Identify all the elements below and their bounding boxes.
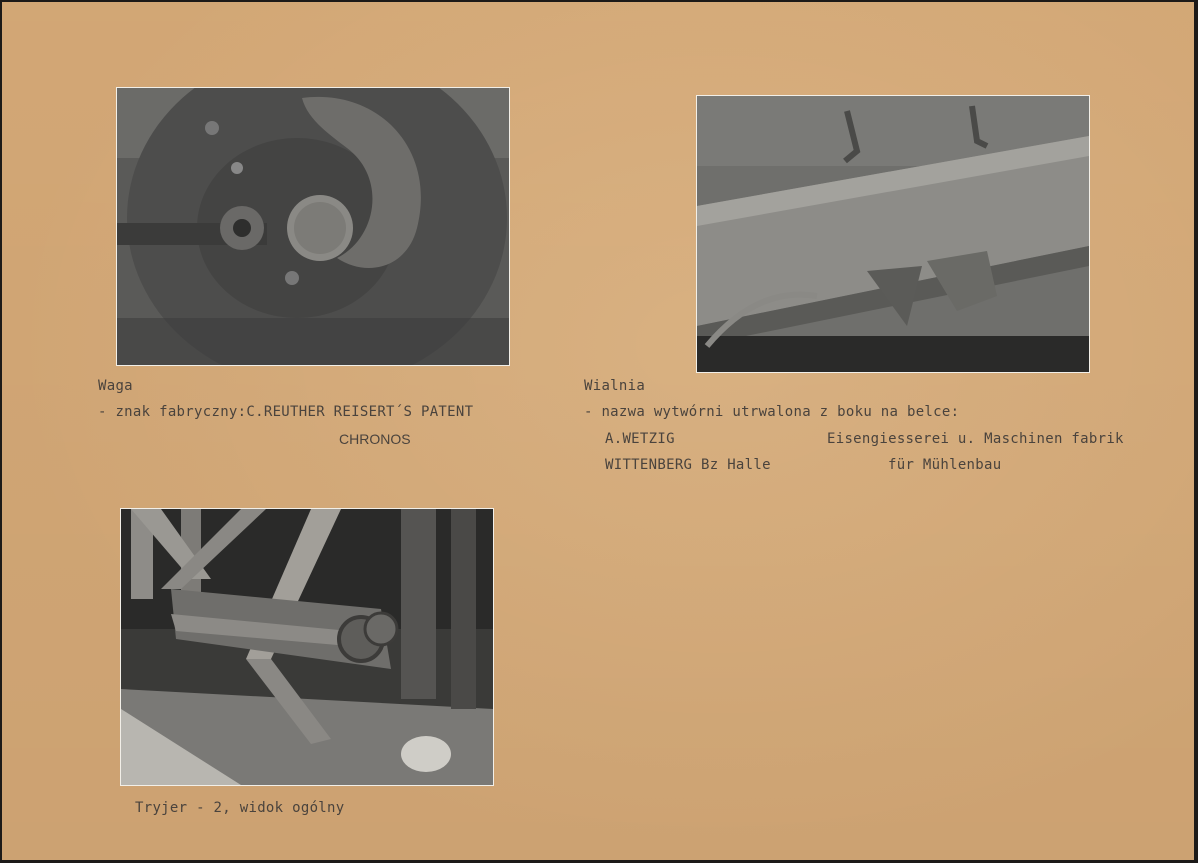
caption-waga-title: Waga bbox=[98, 378, 133, 394]
caption-wialnia-left1: A.WETZIG bbox=[605, 431, 675, 447]
caption-wialnia-title: Wialnia bbox=[584, 378, 646, 394]
document-sheet bbox=[2, 2, 1194, 860]
caption-wialnia-right2: für Mühlenbau bbox=[888, 457, 1002, 473]
caption-wialnia-left2: WITTENBERG Bz Halle bbox=[605, 457, 771, 473]
caption-wialnia-right1: Eisengiesserei u. Maschinen fabrik bbox=[827, 431, 1124, 447]
caption-wialnia-line1: - nazwa wytwórni utrwalona z boku na belce: bbox=[584, 404, 960, 420]
caption-waga-prefix: - znak fabryczny: bbox=[98, 404, 247, 420]
caption-waga-brand: C.REUTHER REISERT´S PATENT bbox=[246, 404, 474, 420]
photo-waga bbox=[117, 88, 509, 365]
photo-wialnia bbox=[697, 96, 1089, 372]
caption-waga-line2: CHRONOS bbox=[339, 431, 411, 447]
photo-tryjer bbox=[121, 509, 493, 785]
caption-waga-line1 bbox=[98, 404, 473, 420]
caption-tryjer-title: Tryjer - 2, widok ogólny bbox=[135, 800, 345, 816]
